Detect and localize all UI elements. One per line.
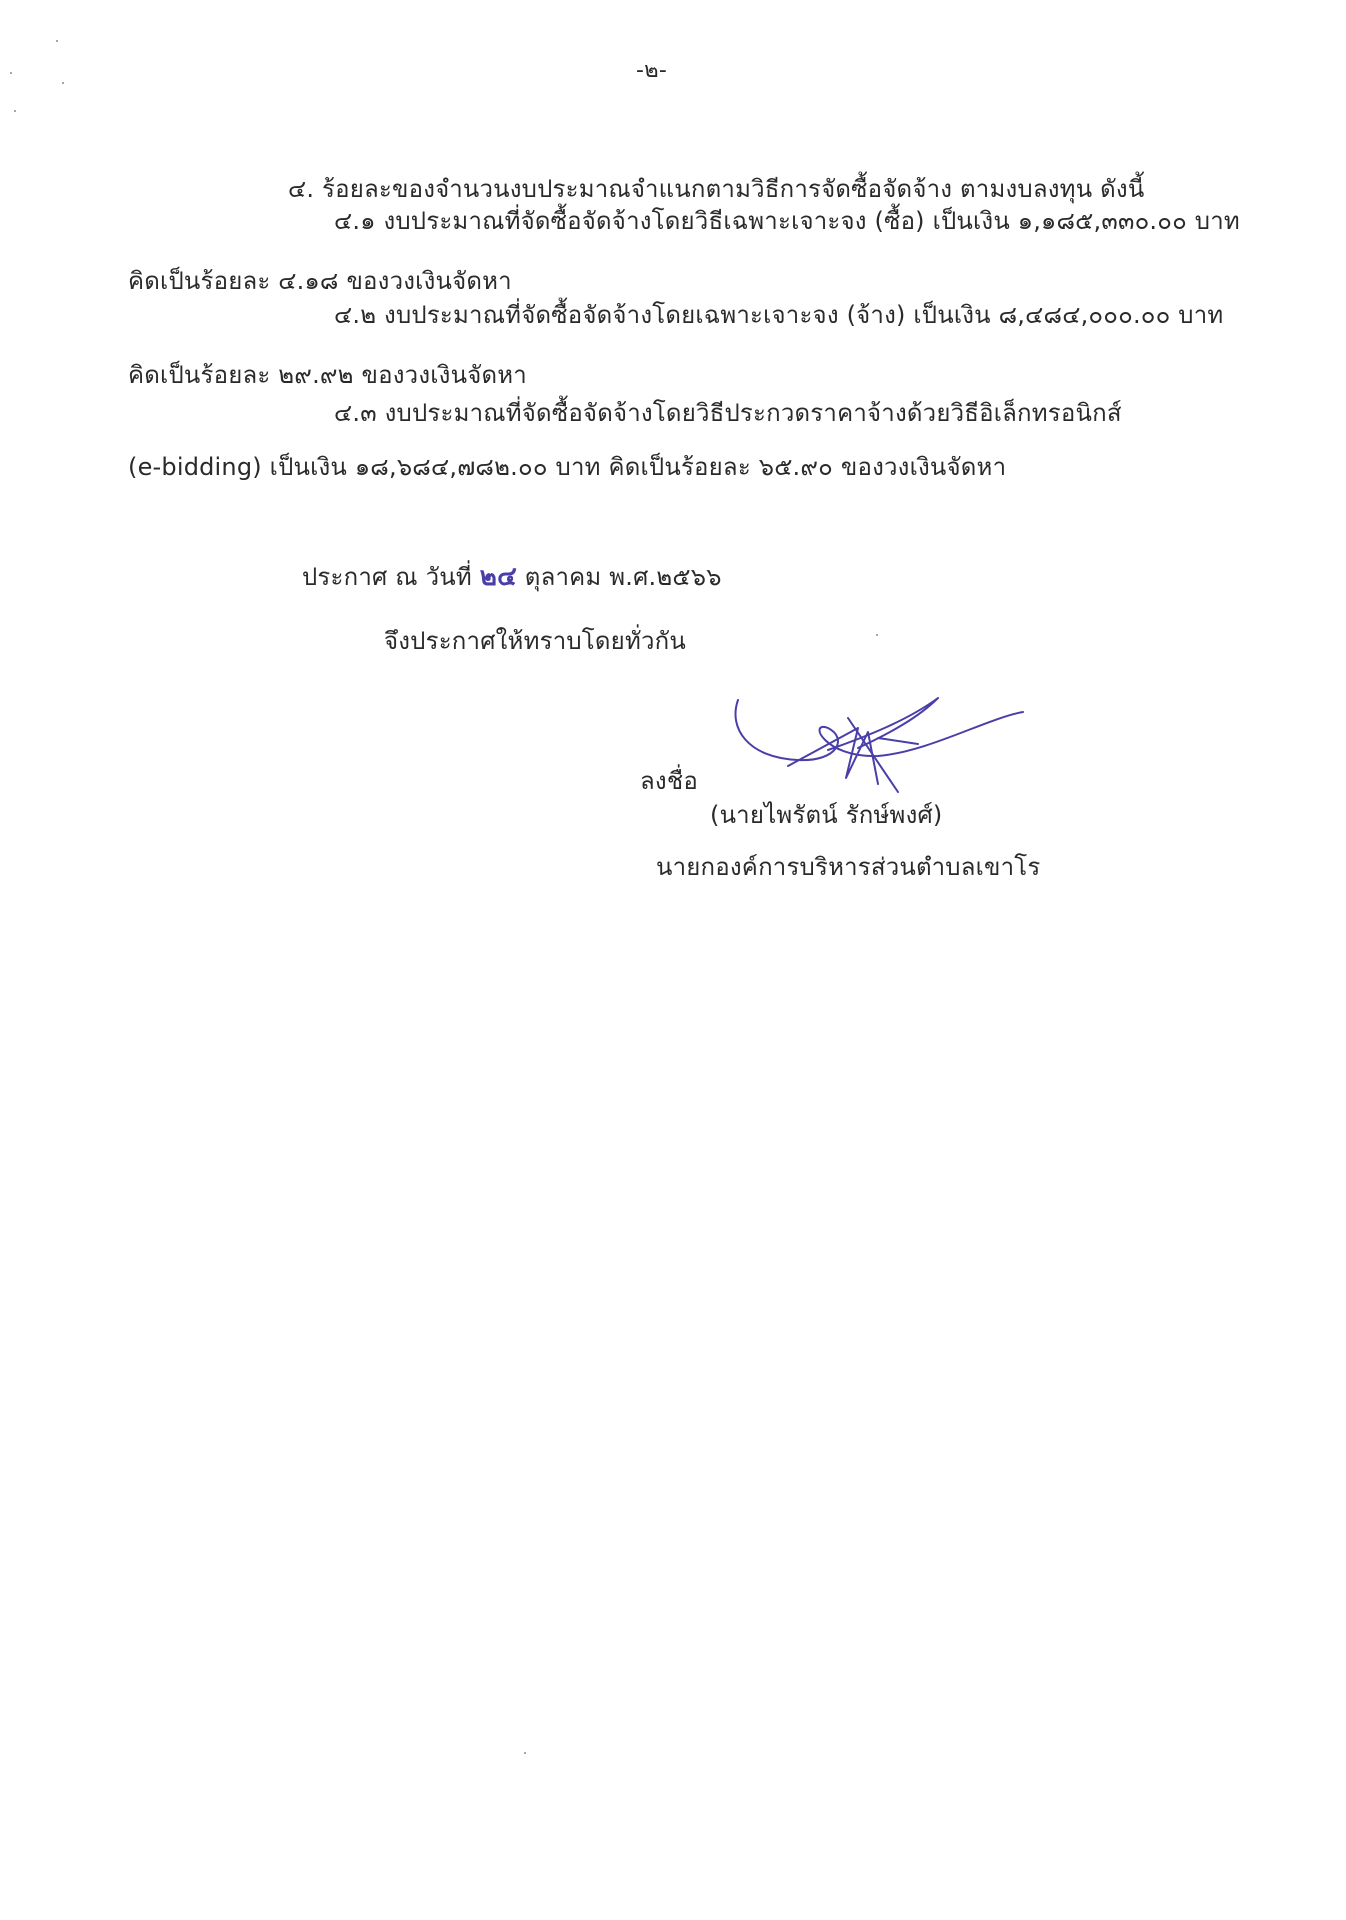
item-4-1-line-2: คิดเป็นร้อยละ ๔.๑๘ ของวงเงินจัดหา bbox=[128, 267, 512, 295]
signature-scribble bbox=[728, 688, 1028, 798]
item-4-3-line-1: ๔.๓ งบประมาณที่จัดซื้อจัดจ้างโดยวิธีประกวดราคาจ้างด้วยวิธีอิเล็กทรอนิกส์ bbox=[334, 399, 1122, 427]
signatory-name: (นายไพรัตน์ รักษ์พงศ์) bbox=[710, 801, 943, 829]
handwritten-day: ๒๔ bbox=[479, 562, 517, 592]
scan-speck bbox=[56, 40, 58, 42]
scan-speck bbox=[62, 82, 64, 84]
item-4-2-line-2: คิดเป็นร้อยละ ๒๙.๙๒ ของวงเงินจัดหา bbox=[128, 361, 527, 389]
date-suffix: ตุลาคม พ.ศ.๒๕๖๖ bbox=[524, 563, 722, 591]
announcement-date bbox=[302, 562, 722, 592]
sign-label: ลงชื่อ bbox=[640, 767, 698, 795]
item-4-3-line-2: (e-bidding) เป็นเงิน ๑๘,๖๘๔,๗๘๒.๐๐ บาท คิดเป็นร้อยละ ๖๕.๙๐ ของวงเงินจัดหา bbox=[128, 453, 1007, 481]
date-prefix: ประกาศ ณ วันที่ bbox=[302, 563, 472, 591]
signatory-position: นายกองค์การบริหารส่วนตำบลเขาโร bbox=[656, 853, 1041, 881]
item-4-2-line-1: ๔.๒ งบประมาณที่จัดซื้อจัดจ้างโดยเฉพาะเจาะจง (จ้าง) เป็นเงิน ๘,๔๘๔,๐๐๐.๐๐ บาท bbox=[334, 301, 1224, 329]
page-number: -๒- bbox=[636, 58, 667, 83]
scan-speck bbox=[524, 1752, 526, 1754]
announcement-closing: จึงประกาศให้ทราบโดยทั่วกัน bbox=[384, 627, 686, 655]
section-4-heading: ๔. ร้อยละของจำนวนงบประมาณจำแนกตามวิธีการจัดซื้อจัดจ้าง ตามงบลงทุน ดังนี้ bbox=[288, 175, 1145, 203]
scan-speck bbox=[14, 110, 16, 112]
scan-speck bbox=[10, 72, 12, 74]
scan-speck bbox=[876, 634, 878, 636]
item-4-1-line-1: ๔.๑ งบประมาณที่จัดซื้อจัดจ้างโดยวิธีเฉพาะเจาะจง (ซื้อ) เป็นเงิน ๑,๑๘๕,๓๓๐.๐๐ บาท bbox=[334, 207, 1240, 235]
